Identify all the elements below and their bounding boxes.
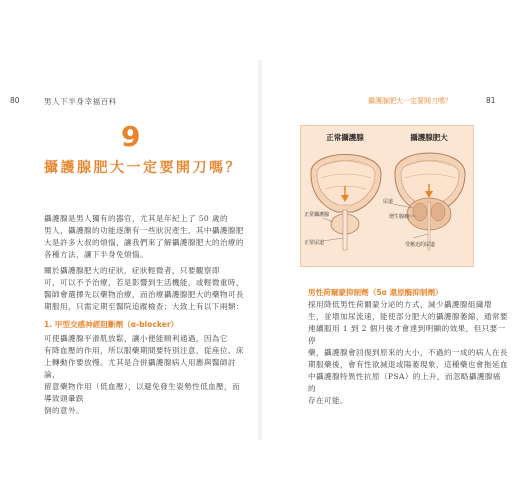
text-line: 各種方法，讓下半身免煩惱。 (44, 250, 148, 259)
text-line: 期服藥後，會有性欲減退或陽萎現象，這種藥也會拖延血 (308, 360, 508, 369)
label-enlarged-title: 攝護腺肥大 (410, 133, 448, 142)
chapter-title: 攝護腺肥大一定要開刀嗎？ (44, 160, 242, 176)
text-line: 連續服用 1 到 2 個月後才會達到明顯的效果，但只要一停 (308, 324, 506, 345)
enlarged-bladder-shape (395, 153, 465, 250)
text-line: 倒的意外。 (44, 406, 84, 415)
label-normal-title: 正常攝護腺 (326, 133, 364, 142)
text-line: 上轉動作要放慢。尤其是合併攝護腺病人用應與醫師討論， (44, 358, 236, 379)
paragraph (44, 333, 244, 417)
text-line: 留意藥物作用（低血壓），以避免發生姿勢性低血壓，而導致頭暈跌 (44, 382, 241, 403)
page-number: 81 (486, 96, 496, 105)
text-line: 可使攝護腺平滑肌放鬆，讓小便能順利通過，因為它 (44, 334, 228, 343)
prostate-illustration (300, 125, 474, 267)
label-normal-gland: 正常攝護腺 (304, 212, 330, 218)
text-line: 關於攝護腺肥大的症狀，症狀輕微者，只要觀察即 (44, 266, 220, 275)
prostate-diagram-svg (301, 126, 473, 266)
label-normal-urethra: 正常尿道 (304, 240, 325, 246)
text-line: 中攝護腺特異性抗原（PSA）的上升，而忽略攝護腺癌的 (308, 372, 501, 393)
text-line: 男人，攝護腺的功能逐漸有一些狀況產生，其中攝護腺肥 (44, 226, 244, 235)
chapter-number: 9 (121, 120, 141, 153)
text-line: 生，並增加尿流速，能使部分肥大的攝護腺萎縮，通常要 (308, 312, 508, 321)
normal-bladder-shape (311, 155, 381, 251)
paragraph (44, 213, 244, 261)
text-line: 醫師會選擇先以藥物治療，而治療攝護腺肥大的藥物可長 (44, 290, 244, 299)
text-line: 藥，攝護腺會回復到原來的大小，不過約一成的病人在長 (308, 348, 508, 357)
section-subhead: 男性荷爾蒙抑制劑（5α 還原酶抑制劑） (308, 288, 443, 297)
text-line: 大是許多大叔的煩惱，讓我們來了解攝護腺肥大的治療的 (44, 238, 244, 247)
label-compressed-urethra: 受壓迫的尿道 (405, 242, 436, 248)
text-line: 採用降低男性荷爾蒙分泌的方式，減少攝護腺組織增 (308, 300, 492, 309)
paragraph (44, 265, 244, 313)
text-line: 可，可以不予治療，若是影響到生活機能，或輕微重時， (44, 278, 244, 287)
label-hyperplasia: 增生腺瘤 (389, 214, 410, 220)
running-title: 男人下半身幸福百科 (44, 97, 117, 106)
running-title: 攝護腺肥大一定要開刀嗎？ (368, 97, 452, 105)
text-line: 期服用，只需定期至醫院追蹤檢查；大致上有以下兩類： (44, 302, 244, 311)
text-line: 攝護腺是男人獨有的器官，尤其是年紀上了 50 歲的 (44, 214, 228, 223)
text-line: 存在可能。 (308, 396, 348, 405)
paragraph (308, 299, 508, 407)
label-urethra: 尿道 (383, 199, 394, 205)
text-line: 有降血壓的作用，所以服藥期間要特別注意，從座位、床 (44, 346, 244, 355)
section-subhead: 1. 甲型交感神經阻斷劑（α-blocker） (44, 320, 179, 329)
page-number: 80 (10, 96, 20, 105)
